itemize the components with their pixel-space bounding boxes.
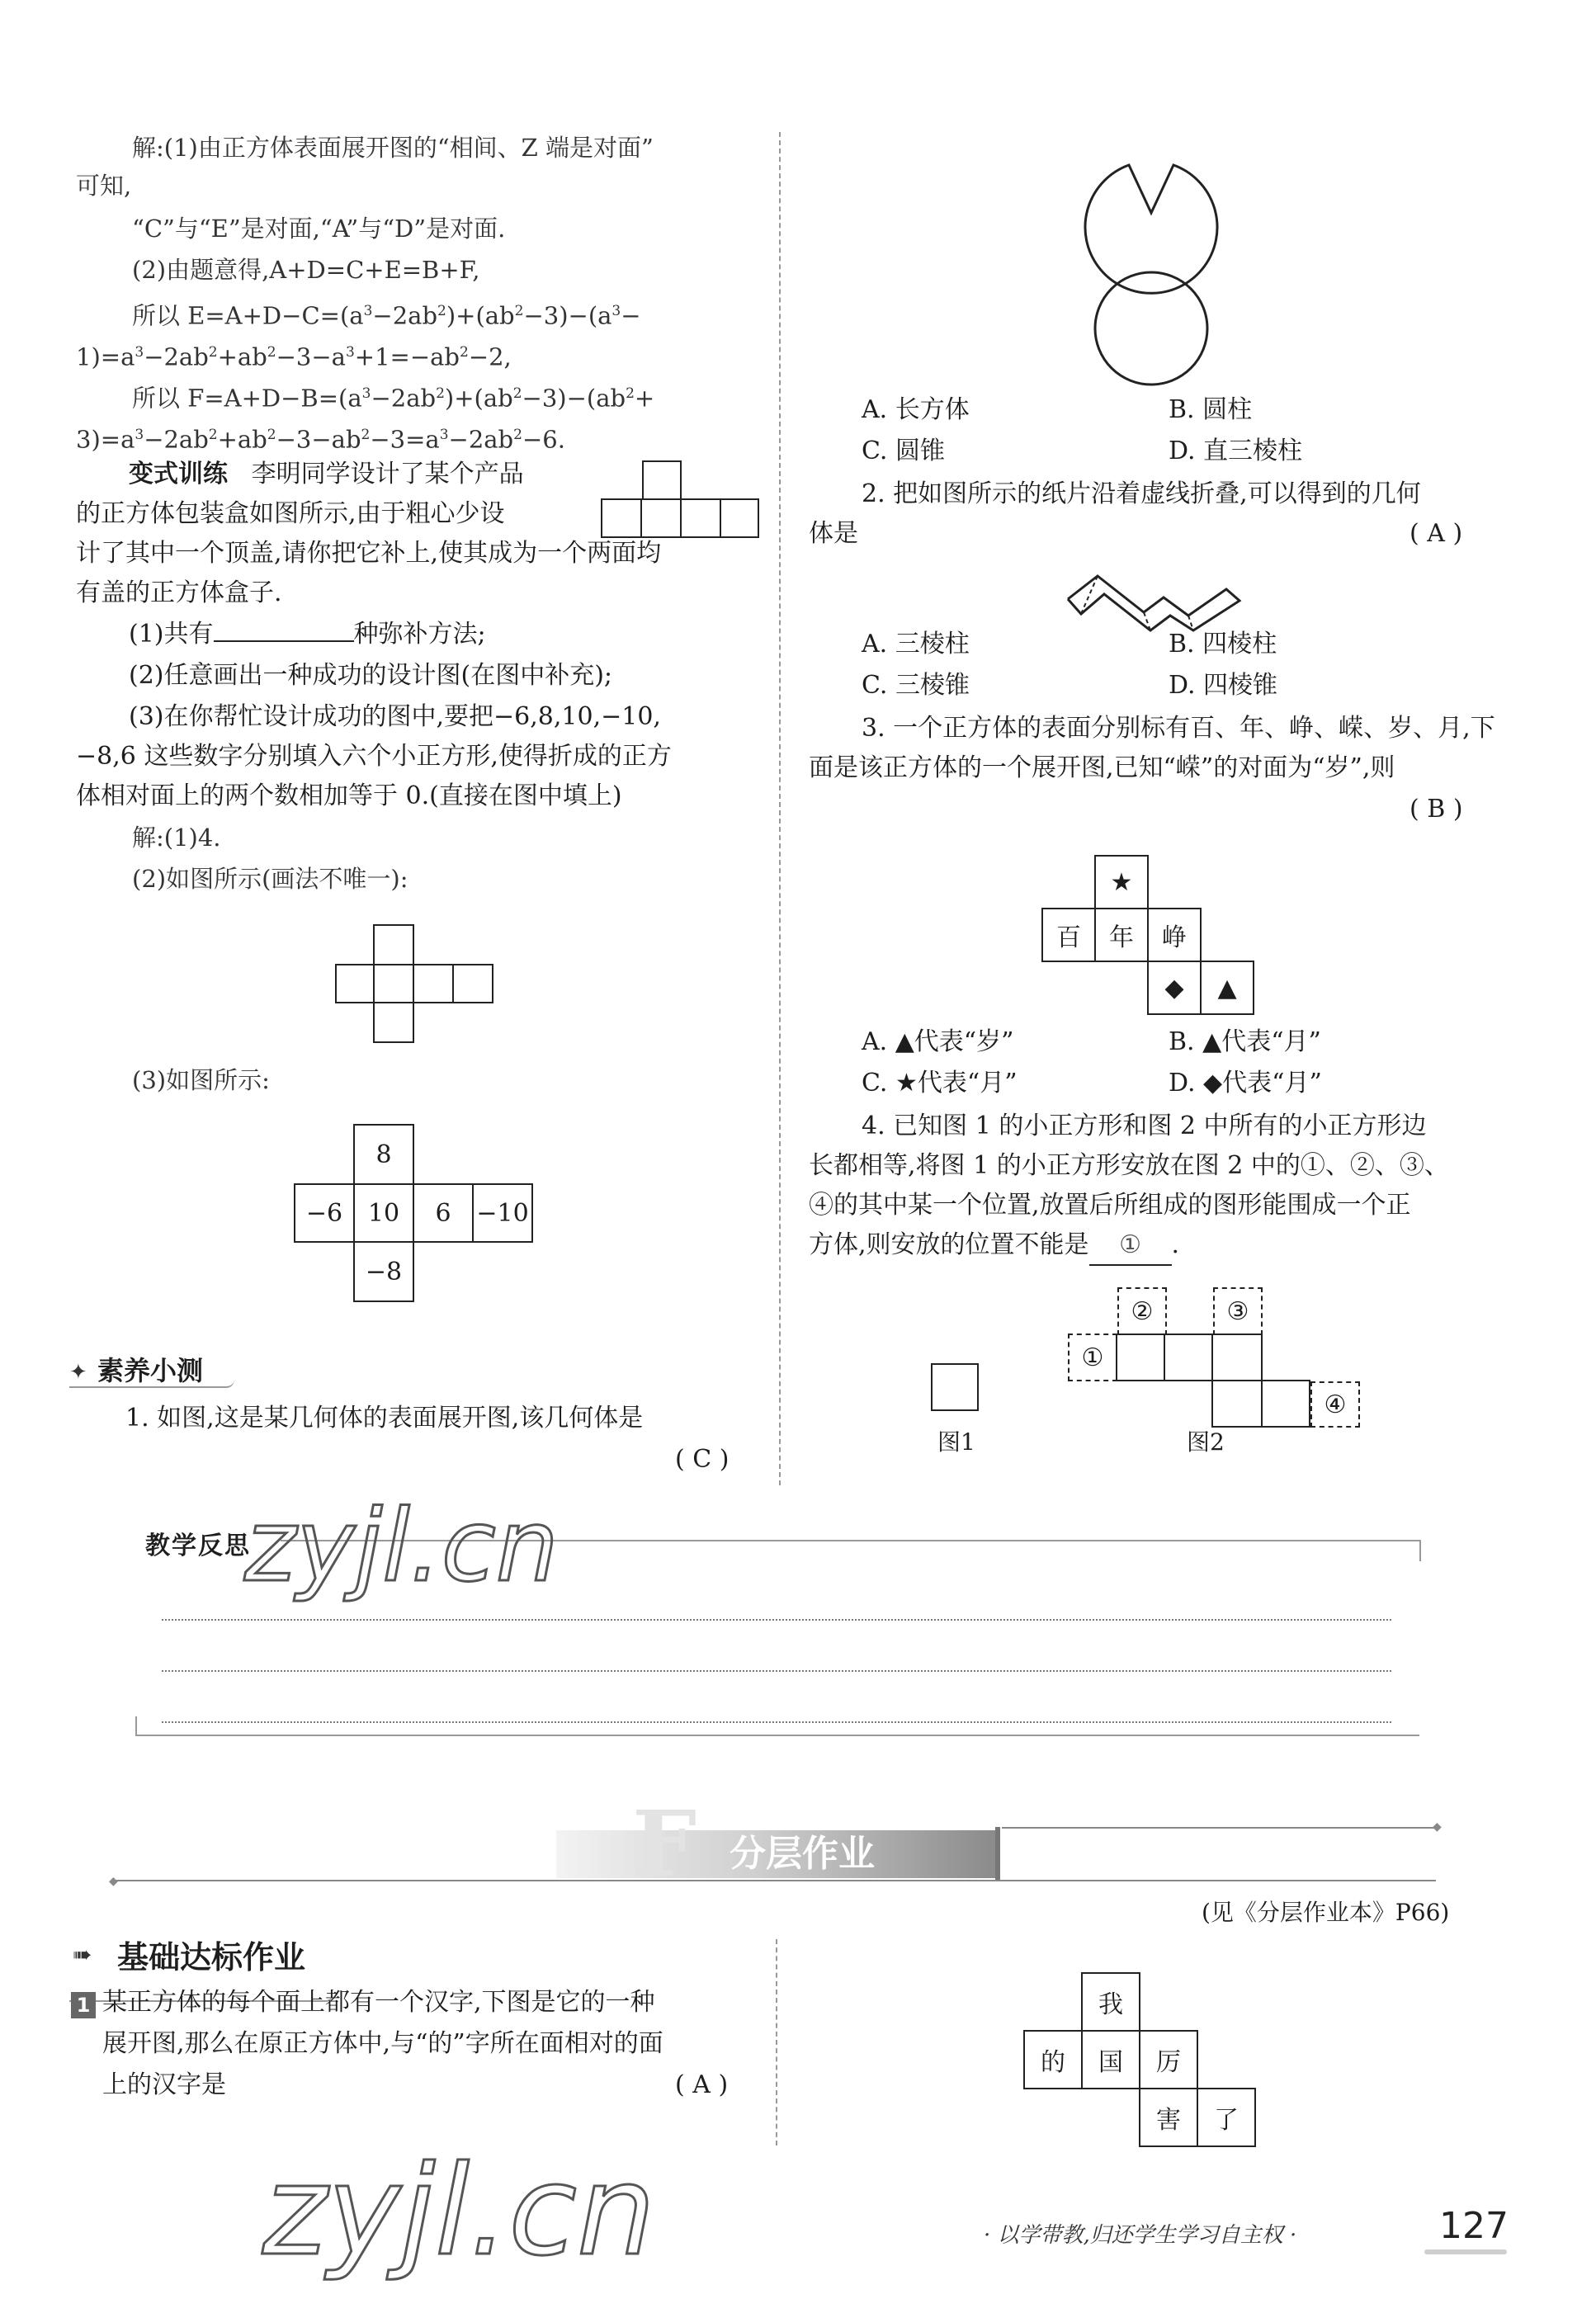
variant-answer-2: (2)如图所示(画法不唯一): [132,865,408,893]
fig2-label: 图2 [1187,1428,1225,1456]
q4-line-3: ④的其中某一个位置,放置后所组成的图形能围成一个正 [809,1191,1411,1220]
q2-option-d[interactable]: D. 四棱锥 [1169,671,1278,700]
q3-option-d[interactable]: D. ◆代表“月” [1169,1069,1322,1097]
reflection-title: 教学反思 [145,1532,251,1560]
net-cell: 10 [353,1183,414,1243]
variant-title: 变式训练 [129,460,228,489]
column-divider-bottom [776,1939,777,2145]
quiz-title: 素养小测 [97,1355,204,1386]
page-number: 127 [1439,2205,1509,2247]
net-cell: 百 [1041,908,1096,962]
q2-option-a[interactable]: A. 三棱柱 [862,630,970,658]
variant-line-2: 的正方体包装盒如图所示,由于粗心少设 [76,499,505,528]
solution-line-2: 可知, [76,172,132,200]
net-cell: −8 [353,1241,414,1302]
basic-title: 基础达标作业 [117,1939,306,1975]
footer-slogan: · 以学带教,归还学生学习自主权 · [984,2223,1297,2248]
question-number-badge: 1 [71,1992,96,2018]
answer-blank[interactable] [214,616,354,642]
basic-q-line-1: 某正方体的每个面上都有一个汉字,下图是它的一种 [102,1988,655,2017]
arrow-icon: ➠ [73,1941,92,1968]
quiz-q1-answer: ( C ) [675,1445,730,1474]
triangle-icon: ▲ [1200,961,1254,1015]
banner-reference: (见《分层作业本》P66) [1202,1899,1450,1926]
fig1-square [931,1363,979,1411]
solution-line-8: $3)=a^3-2ab^2+ab^2-3-ab^2-3=a^3-2ab^2-6$. [76,425,565,454]
net-cell: 的 [1023,2030,1083,2089]
q4-line-1: 4. 已知图 1 的小正方形和图 2 中所有的小正方形边 [862,1112,1427,1140]
variant-line-1: 变式训练 李明同学设计了某个产品 [129,460,524,489]
net-cell: 国 [1081,2030,1140,2089]
banner-title: 分层作业 [730,1833,875,1875]
variant-answer-1: 解:(1)4. [132,824,221,852]
variant-q3-line-1: (3)在你帮忙设计成功的图中,要把−6,8,10,−10, [129,702,661,731]
watermark: zyjl.cn [262,2140,656,2283]
star-icon: ★ [1094,855,1149,909]
basic-q-answer: ( A ) [675,2070,729,2099]
variant-q3-line-3: 体相对面上的两个数相加等于 0.(直接在图中填上) [76,781,622,810]
solution-line-5: 所以 $E=A+D-C=(a^3-2ab^2)+(ab^2-3)-(a^3-$ [132,301,641,330]
solution-line-1: 解:(1)由正方体表面展开图的“相间、Z 端是对面” [132,134,654,162]
position-1: ① [1068,1334,1117,1381]
net-cell: 6 [413,1183,474,1243]
q2-line-2: 体是 [809,519,858,548]
q3-option-b[interactable]: B. ▲代表“月” [1169,1027,1321,1056]
net-cell: 害 [1139,2088,1198,2147]
q1-option-b[interactable]: B. 圆柱 [1169,395,1253,424]
variant-q2: (2)任意画出一种成功的设计图(在图中补充); [129,661,613,690]
solution-line-7: 所以 $F=A+D-B=(a^3-2ab^2)+(ab^2-3)-(ab^2+$ [132,384,655,413]
net-cell: 我 [1081,1972,1140,2032]
position-2: ② [1117,1287,1167,1335]
column-divider [779,132,781,1485]
basic-q-line-2: 展开图,那么在原正方体中,与“的”字所在面相对的面 [102,2029,663,2058]
quiz-q1: 1. 如图,这是某几何体的表面展开图,该几何体是 [125,1404,644,1433]
solution-line-3: “C”与“E”是对面,“A”与“D”是对面. [132,215,506,243]
variant-q1: (1)共有 种弥补方法; [129,616,486,654]
q3-answer: ( B ) [1409,795,1463,824]
q4-line-2: 长都相等,将图 1 的小正方形安放在图 2 中的①、②、③、 [809,1151,1449,1180]
q2-option-c[interactable]: C. 三棱锥 [862,671,970,700]
cone-net-figure [1073,140,1238,388]
net-cell: 厉 [1139,2030,1198,2089]
variant-q3-line-2: −8,6 这些数字分别填入六个小正方形,使得折成的正方 [76,742,672,771]
q1-option-a[interactable]: A. 长方体 [862,395,970,424]
q3-line-1: 3. 一个正方体的表面分别标有百、年、峥、嵘、岁、月,下 [862,714,1495,743]
q4-answer: ① [1089,1226,1172,1266]
fig1-label: 图1 [937,1428,975,1456]
net-cell: −6 [294,1183,355,1243]
q4-line-4: 方体,则安放的位置不能是 ① . [809,1226,1179,1266]
basic-q-line-3: 上的汉字是 [102,2070,226,2099]
variant-answer-3: (3)如图所示: [132,1066,270,1094]
q2-answer: ( A ) [1409,519,1463,548]
star-icon: ✦ [69,1360,87,1385]
solution-line-4: (2)由题意得,A+D=C+E=B+F, [132,256,480,284]
net-cell: 年 [1094,908,1149,962]
variant-line-3: 计了其中一个顶盖,请你把它补上,使其成为一个两面均 [76,539,662,568]
q2-option-b[interactable]: B. 四棱柱 [1169,630,1277,658]
net-cell: 8 [353,1124,414,1185]
diamond-icon: ◆ [1147,961,1202,1015]
q3-line-2: 面是该正方体的一个展开图,已知“嵘”的对面为“岁”,则 [809,753,1395,782]
solution-line-6: $1)=a^3-2ab^2+ab^2-3-a^3+1=-ab^2-2$, [76,342,512,371]
net-cell: 峥 [1147,908,1202,962]
q3-option-a[interactable]: A. ▲代表“岁” [862,1027,1014,1056]
q1-option-c[interactable]: C. 圆锥 [862,437,945,465]
q1-option-d[interactable]: D. 直三棱柱 [1169,437,1303,465]
net-cell: −10 [472,1183,533,1243]
q2-line-1: 2. 把如图所示的纸片沿着虚线折叠,可以得到的几何 [862,479,1421,508]
position-4: ④ [1310,1381,1360,1428]
watermark: zyjl.cn [244,1489,559,1604]
position-3: ③ [1213,1287,1263,1335]
q3-option-c[interactable]: C. ★代表“月” [862,1069,1018,1097]
variant-line-4: 有盖的正方体盒子. [76,578,282,607]
banner-letter: F [632,1791,697,1897]
net-cell: 了 [1197,2088,1256,2147]
